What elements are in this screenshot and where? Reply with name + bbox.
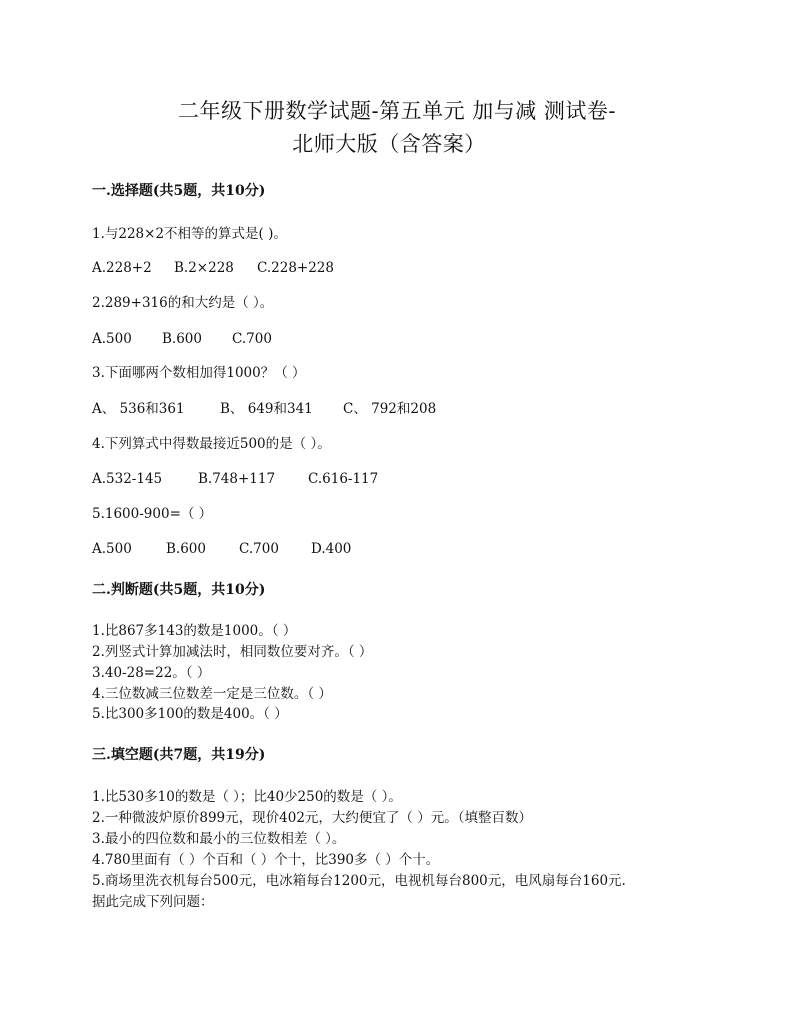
question-4: 4.下列算式中得数最接近500的是（ ）。 — [92, 436, 331, 452]
judgement-item: 2.列竖式计算加减法时，相同数位要对齐。（ ） — [92, 644, 373, 660]
option: A、 536和361 — [92, 401, 185, 417]
judgement-item: 1.比867多143的数是1000。（ ） — [92, 623, 297, 639]
fill-blank-item: 5.商场里洗衣机每台500元，电冰箱每台1200元，电视机每台800元，电风扇每台160元. — [92, 873, 626, 889]
fill-blank-item: 2.一种微波炉原价899元，现价402元，大约便宜了（ ）元。（填整百数） — [92, 810, 532, 826]
section-heading-judgement: 二.判断题(共5题，共10分) — [92, 582, 266, 598]
option: B.748+117 — [198, 471, 276, 487]
fill-blank-item: 3.最小的四位数和最小的三位数相差（ ）。 — [92, 831, 346, 847]
option: B.600 — [166, 541, 206, 557]
option: A.228+2 — [92, 260, 152, 276]
option: C、 792和208 — [343, 401, 437, 417]
question-1: 1.与228×2不相等的算式是( )。 — [92, 226, 287, 242]
option: A.500 — [92, 331, 132, 347]
option: D.400 — [311, 541, 352, 557]
section-heading-choice: 一.选择题(共5题，共10分) — [92, 183, 266, 199]
fill-blank-item: 4.780里面有（ ）个百和（ ）个十，比390多（ ）个十。 — [92, 852, 440, 868]
document-title-line-1: 二年级下册数学试题-第五单元 加与减 测试卷- — [177, 99, 617, 123]
document-title-line-2: 北师大版（含答案） — [292, 132, 486, 156]
fill-blank-item: 据此完成下列问题： — [92, 894, 214, 910]
question-5: 5.1600-900=（ ） — [92, 506, 213, 522]
option: B.600 — [162, 331, 202, 347]
judgement-item: 5.比300多100的数是400。（ ） — [92, 706, 288, 722]
option: C.700 — [232, 331, 272, 347]
question-3: 3.下面哪两个数相加得1000？（ ） — [92, 365, 306, 381]
fill-blank-item: 1.比530多10的数是（ ）；比40少250的数是（ ）。 — [92, 789, 402, 805]
question-2: 2.289+316的和大约是（ ）。 — [92, 295, 274, 311]
judgement-item: 4.三位数减三位数差一定是三位数。（ ） — [92, 686, 332, 702]
judgement-item: 3.40-28=22。（ ） — [92, 665, 211, 681]
option: C.228+228 — [257, 260, 334, 276]
option: B.2×228 — [174, 260, 234, 276]
option: A.500 — [92, 541, 132, 557]
option: B、 649和341 — [220, 401, 313, 417]
option: C.700 — [239, 541, 279, 557]
option: A.532-145 — [92, 471, 163, 487]
section-heading-fill-blank: 三.填空题(共7题，共19分) — [92, 747, 266, 763]
option: C.616-117 — [308, 471, 379, 487]
